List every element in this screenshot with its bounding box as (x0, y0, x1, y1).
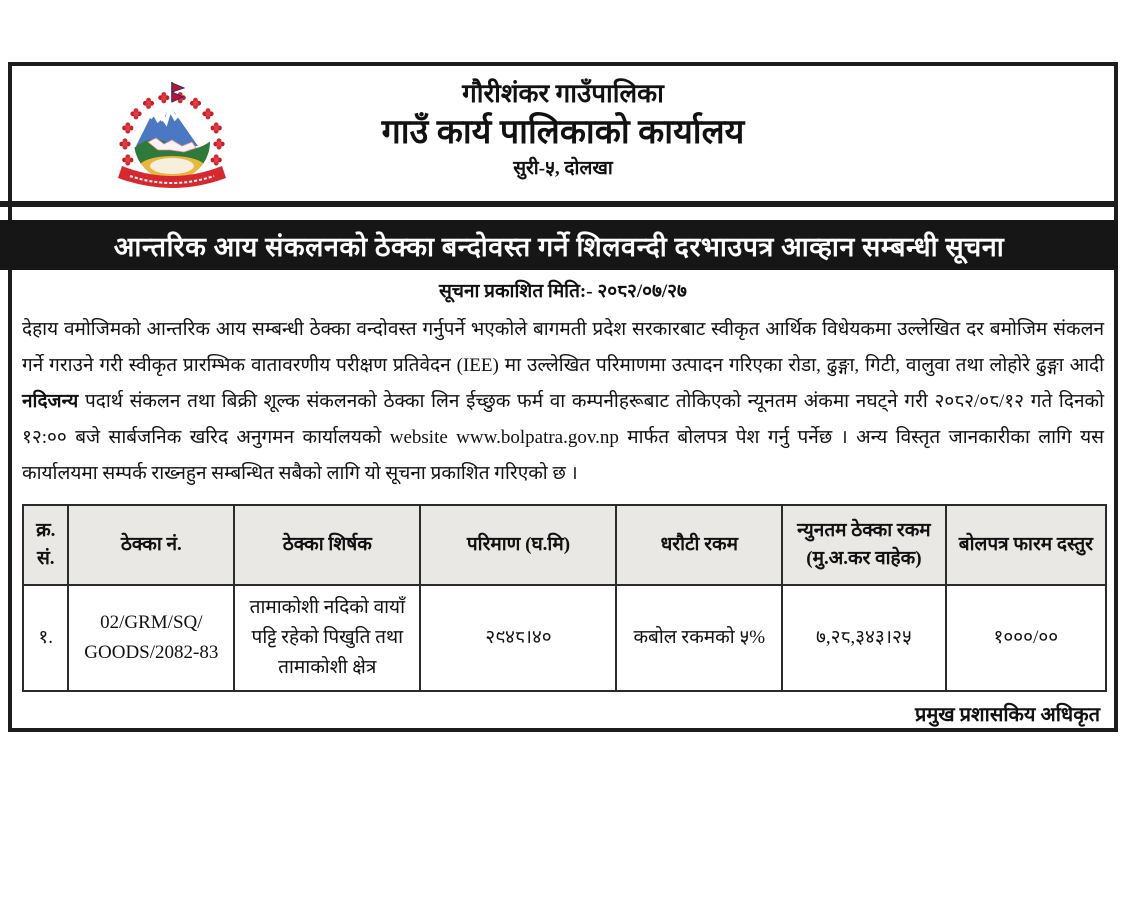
municipality-name: गौरीशंकर गाउँपालिका (462, 79, 664, 108)
signatory-title: प्रमुख प्रशासकिय अधिकृत (914, 704, 1100, 726)
body-text-part-1: देहाय वमोजिमको आन्तरिक आय सम्बन्धी ठेक्का वन्दोवस्त गर्नुपर्ने भएकोले बागमती प्रदेश सरकारबाट स्वीकृत आर्थिक विधेयकमा उल्लेखित दर बमोजिम संकलन गर्ने गराउने गरी स्वीकृत प्रारम्भिक वातावरणीय परीक्षण प्रतिवेदन (IEE) मा उल्लेखित परिमाणमा उत्पादन गरिएका रोडा, ढुङ्गा, गिटी, वालुवा तथा लोहोरे ढुङ्गा आदी (22, 319, 1104, 376)
notice-title: आन्तरिक आय संकलनको ठेक्का बन्दोवस्त गर्ने शिलवन्दी दरभाउपत्र आव्हान सम्बन्धी सूचना (113, 231, 1005, 262)
cell-contract-title: तामाकोशी नदिको वायाँ पट्टि रहेको पिखुति तथा तामाकोशी क्षेत्र (234, 585, 420, 691)
handshake (150, 158, 194, 174)
notice-title-banner (0, 220, 1118, 270)
body-text-bold-word: नदिजन्य (22, 391, 79, 412)
notice-document (8, 62, 1118, 732)
contract-no-line-2: GOODS/2082-83 (84, 642, 219, 663)
cell-quantity: २९४८।४० (420, 585, 616, 691)
body-text-part-2: पदार्थ संकलन तथा बिक्री शूल्क संकलनको ठेक्का लिन ईच्छुक फर्म वा कम्पनीहरूबाट तोकिएको न्यूनतम अंकमा नघट्ने गरी २०८२/०८/१२ गते दिनको १२:०० बजे सार्बजनिक खरिद अनुगमन कार्यालयको website www.bolpatra.gov.np मार्फत बोलपत्र पेश गर्नु पर्नेछ । अन्य विस्तृत जानकारीका लागि यस कार्यालयमा सम्पर्क राख्नहुन सम्बन्धित सबैको लागि यो सूचना प्रकाशित गरिएको छ । (22, 391, 1104, 484)
cell-form-fee: १०००/०० (946, 585, 1106, 691)
notice-body-paragraph (22, 312, 1104, 492)
col-header-contract-title: ठेक्का शिर्षक (234, 505, 420, 585)
nepal-emblem-icon (108, 80, 236, 200)
office-name: गाउँ कार्य पालिकाको कार्यालय (381, 114, 745, 151)
nepal-emblem-logo (108, 80, 236, 200)
col-header-contract-no: ठेक्का नं. (68, 505, 234, 585)
col-header-quantity: परिमाण (घ.मि) (420, 505, 616, 585)
contract-no-line-1: 02/GRM/SQ/ (100, 612, 203, 633)
col-header-form-fee: बोलपत्र फारम दस्तुर (946, 505, 1106, 585)
cell-min-amount: ७,२८,३४३।२५ (782, 585, 946, 691)
cell-serial: १. (23, 585, 68, 691)
office-address: सुरी-५, दोलखा (513, 158, 613, 179)
document-header (12, 66, 1114, 201)
col-header-min-amount: न्युनतम ठेक्का रकम (मु.अ.कर वाहेक) (782, 505, 946, 585)
tender-table (22, 504, 1107, 692)
table-header-row (23, 505, 1106, 585)
emblem-scene (132, 102, 212, 182)
col-header-serial: क्र. सं. (23, 505, 68, 585)
table-row (23, 585, 1106, 691)
col-header-deposit: धरौटी रकम (616, 505, 782, 585)
cell-deposit: कबोल रकमको ५% (616, 585, 782, 691)
published-date: सूचना प्रकाशित मिति:- २०८२/०७/२७ (439, 281, 687, 302)
header-divider (0, 201, 1118, 207)
cell-contract-no (68, 585, 234, 691)
